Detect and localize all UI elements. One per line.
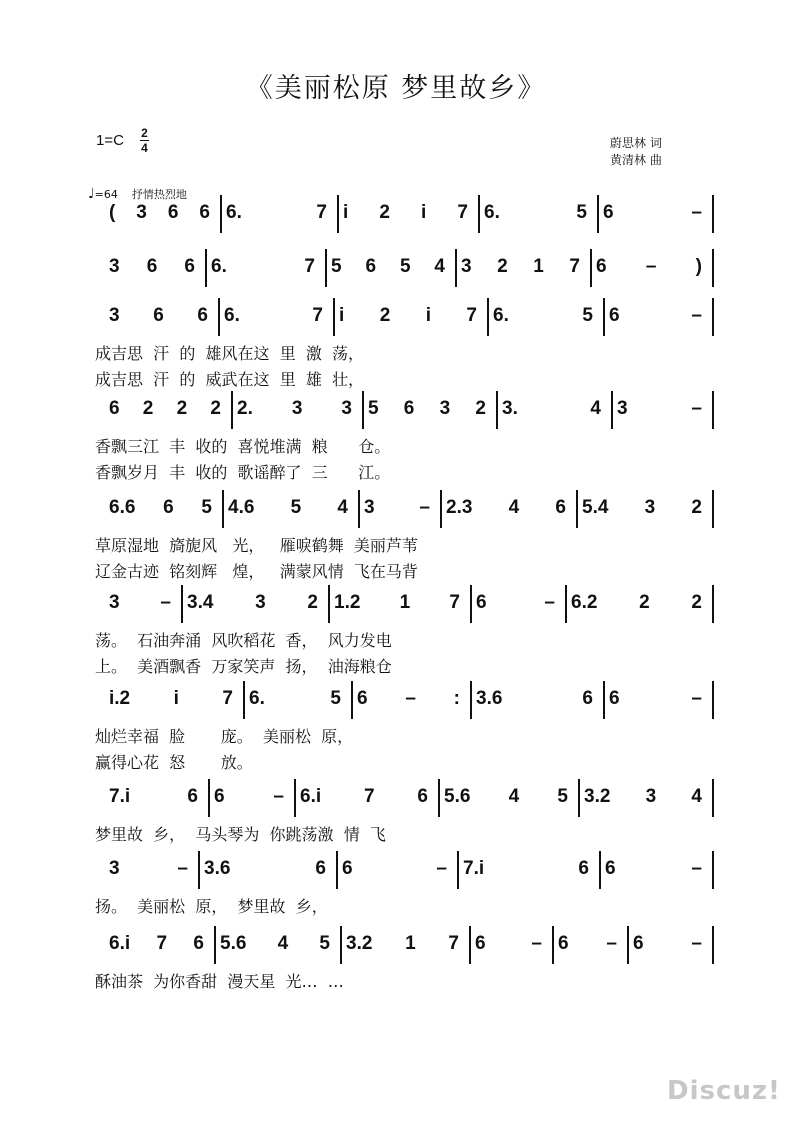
barline [469,926,471,964]
measure: i 2 i 7 [343,202,468,223]
measure: 3. 4 [502,398,601,419]
measure: 3 – [109,858,188,879]
barline [712,585,714,623]
barline [457,851,459,889]
notes-row [0,256,792,284]
barline [470,681,472,719]
measure: 5.6 4 5 [220,933,330,954]
measure: 6.6 6 5 [109,497,212,518]
barline [337,195,339,233]
measure: 7.i 6 [109,786,198,807]
barline [712,851,714,889]
notes-row [0,398,792,426]
barline [627,926,629,964]
barline [438,779,440,817]
barline [222,490,224,528]
measure: 6. 5 [249,688,341,709]
measure: 3.2 3 4 [584,786,702,807]
page-title: 《美丽松原 梦里故乡》 [245,73,547,104]
barline [712,779,714,817]
lyric-line: 辽金古迹 铭刻辉 煌， 满蒙风情 飞在马背 [95,562,418,581]
measure: 5 6 5 4 [331,256,445,277]
barline [478,195,480,233]
barline [351,681,353,719]
barline [440,490,442,528]
lyric-line: 香飘岁月 丰 收的 歌谣醉了 三 江。 [95,463,391,482]
measure: 2.3 4 6 [446,497,566,518]
tempo-marking [88,186,187,202]
barline [243,681,245,719]
barline [231,391,233,429]
measure: 6.i 7 6 [300,786,428,807]
measure: i.2 i 7 [109,688,233,709]
notes-row [0,688,792,716]
measure: 6 – : [357,688,460,709]
lyric-line: 酥油茶 为你香甜 漫天星 光… … [95,972,344,991]
measure: 6. 5 [484,202,587,223]
barline [712,195,714,233]
notes-row [0,933,792,961]
measure: 6. 7 [211,256,315,277]
notes-row [0,858,792,886]
notes-row [0,592,792,620]
barline [470,585,472,623]
lyric-line: 成吉思 汗 的 威武在这 里 雄 壮， [95,370,365,389]
barline [198,851,200,889]
barline [597,195,599,233]
quarter-note-icon: ♩ [88,186,95,202]
barline [487,298,489,336]
barline [220,195,222,233]
barline [181,585,183,623]
barline [333,298,335,336]
measure: 6 2 2 2 [109,398,221,419]
measure: 7.i 6 [463,858,589,879]
measure: 6 – ) [596,256,702,277]
measure: 5.6 4 5 [444,786,568,807]
barline [565,585,567,623]
composer-credit: 黄清林 曲 [610,153,662,167]
key-signature: 1=C [96,132,124,149]
measure: 2. 3 3 [237,398,352,419]
measure: 6 – [214,786,284,807]
barline [611,391,613,429]
barline [328,585,330,623]
measure: 3 6 6 [109,256,195,277]
notes-row [0,786,792,814]
barline [214,926,216,964]
notes-row [0,305,792,333]
measure: 6.2 2 2 [571,592,702,613]
barline [712,298,714,336]
measure: 6 – [609,305,702,326]
lyric-line: 荡。 石油奔涌 风吹稻花 香， 风力发电 [95,631,392,650]
measure: 4.6 5 4 [228,497,348,518]
lyric-line: 灿烂幸福 脸 庞。 美丽松 原， [95,727,354,746]
barline [205,249,207,287]
barline [590,249,592,287]
barline [208,779,210,817]
measure: 6 – [603,202,702,223]
credits [610,135,662,169]
measure: ( 3 6 6 [109,202,210,223]
measure: 3 6 6 [109,305,208,326]
barline [712,926,714,964]
meter-top: 2 [141,126,148,140]
measure: 3.6 6 [204,858,326,879]
measure: 6 – [342,858,447,879]
barline [496,391,498,429]
measure: 5.4 3 2 [582,497,702,518]
barline [712,681,714,719]
measure: 6.i 7 6 [109,933,204,954]
lyric-line: 上。 美酒飘香 万家笑声 扬， 油海粮仓 [95,657,392,676]
meter-bottom: 4 [141,141,148,155]
lyric-line: 梦里故 乡， 马头琴为 你跳荡激 情 飞 [95,825,386,844]
measure: 6. 5 [493,305,593,326]
measure: 1.2 1 7 [334,592,460,613]
measure: 6 – [476,592,555,613]
measure: 6. 7 [224,305,323,326]
measure: 3 2 1 7 [461,256,580,277]
lyric-line: 草原湿地 旖旎风 光， 雁唳鹤舞 美丽芦苇 [95,536,418,555]
barline [599,851,601,889]
barline [218,298,220,336]
barline [336,851,338,889]
measure: 3.2 1 7 [346,933,459,954]
measure: 3.6 6 [476,688,593,709]
barline [712,490,714,528]
measure: i 2 i 7 [339,305,477,326]
watermark: Discuz! [667,1076,781,1106]
measure: 6 – [558,933,617,954]
barline [603,298,605,336]
lyric-line: 赢得心花 怒 放。 [95,753,253,772]
barline [578,779,580,817]
barline [603,681,605,719]
measure: 6 – [475,933,542,954]
measure: 6 – [609,688,702,709]
lyric-line: 扬。 美丽松 原， 梦里故 乡， [95,897,328,916]
barline [294,779,296,817]
time-signature [140,127,149,154]
barline [325,249,327,287]
measure: 3 – [109,592,171,613]
barline [340,926,342,964]
barline [552,926,554,964]
barline [455,249,457,287]
notes-row [0,202,792,230]
lyric-line: 成吉思 汗 的 雄风在这 里 激 荡， [95,344,365,363]
tempo-bpm: =64 [94,188,118,201]
measure: 6 – [633,933,702,954]
barline [358,490,360,528]
barline [576,490,578,528]
measure: 6. 7 [226,202,327,223]
barline [712,391,714,429]
measure: 3.4 3 2 [187,592,318,613]
lyricist-credit: 蔚思林 词 [610,136,662,150]
lyric-line: 香飘三江 丰 收的 喜悦堆满 粮 仓。 [95,437,391,456]
measure: 3 – [364,497,430,518]
notes-row [0,497,792,525]
barline [362,391,364,429]
barline [712,249,714,287]
measure: 5 6 3 2 [368,398,486,419]
measure: 6 – [605,858,702,879]
measure: 3 – [617,398,702,419]
tempo-expression: 抒情热烈地 [131,188,187,201]
